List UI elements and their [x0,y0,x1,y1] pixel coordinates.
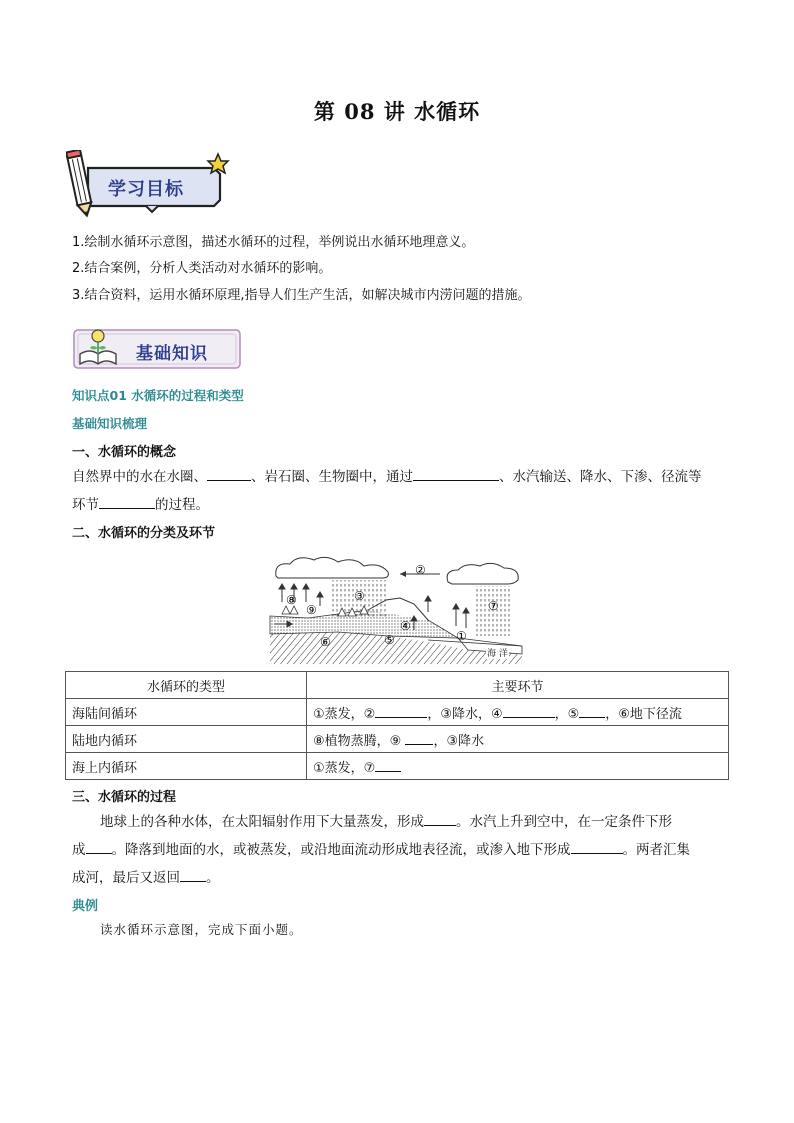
goal-badge [66,150,236,220]
table-cell-links [307,726,729,753]
table-cell-links [307,753,729,780]
fill-blank[interactable] [405,731,433,745]
text-span: ⑧植物蒸腾，⑨ [313,733,406,749]
table-row [66,753,729,780]
paragraph-line-2 [72,836,732,864]
goal-badge-label: 学习目标 [108,179,184,200]
knowledge-point-subtitle: 基础知识梳理 [72,416,148,431]
example-heading: 典例 [72,899,99,914]
text-span: 地球上的各种水体，在太阳辐射作用下大量蒸发，形成 [100,814,424,830]
svg-text:③: ③ [354,589,365,603]
fill-blank[interactable] [413,467,499,481]
svg-text:④: ④ [400,619,411,633]
text-span: 、岩石圈、生物圈中，通过 [251,469,413,485]
svg-text:⑤: ⑤ [384,633,395,647]
text-span: 。 [206,870,220,886]
text-span: 自然界中的水在水圈、 [72,469,207,485]
goal-item-2: 2.结合案例，分析人类活动对水循环的影响。 [72,261,332,276]
svg-text:⑦: ⑦ [488,599,499,613]
fill-blank[interactable] [503,704,555,718]
fill-blank[interactable] [375,758,401,772]
water-cycle-diagram [268,554,524,664]
table-header-links: 主要环节 [307,672,729,699]
paragraph-line-1 [72,808,732,836]
svg-text:①: ① [456,629,467,643]
text-span: ，⑤ [554,706,580,722]
table-header-row [66,672,729,699]
text-span: 的过程。 [155,497,209,513]
text-span: ，③降水，④ [427,706,503,722]
fill-blank[interactable] [579,704,605,718]
knowledge-point-title: 知识点01 水循环的过程和类型 [72,388,244,403]
text-span: ，⑥地下径流 [605,706,682,722]
table-row [66,699,729,726]
svg-text:⑥: ⑥ [320,635,331,649]
section-2-heading: 二、水循环的分类及环节 [72,526,216,541]
text-span: ①蒸发，② [313,706,376,722]
water-cycle-table [65,671,729,780]
svg-text:⑨: ⑨ [306,603,317,617]
table-cell-links [307,699,729,726]
basic-badge [72,324,244,374]
example-text: 读水循环示意图，完成下面小题。 [100,922,303,937]
section-3-paragraph [72,808,732,892]
fill-blank[interactable] [86,840,112,854]
svg-text:②: ② [415,563,426,577]
fill-blank[interactable] [424,812,456,826]
goal-item-1: 1.绘制水循环示意图，描述水循环的过程，举例说出水循环地理意义。 [72,235,475,250]
table-cell-type: 海陆间循环 [66,699,307,726]
goal-item-3: 3.结合资料，运用水循环原理,指导人们生产生活，如解决城市内涝问题的措施。 [72,288,531,303]
page-title: 第 08 讲 水循环 [313,99,481,124]
table-header-type: 水循环的类型 [66,672,307,699]
text-span: 环节 [72,497,99,513]
section-1-heading: 一、水循环的概念 [72,445,177,460]
fill-blank[interactable] [207,467,251,481]
text-span: 。降落到地面的水，或被蒸发，或沿地面流动形成地表径流，或渗入地下形成 [111,842,571,858]
text-span: 。水汽上升到空中，在一定条件下形 [456,814,672,830]
text-span: 成河，最后又返回 [72,870,180,886]
text-span: 。两者汇集 [622,842,690,858]
text-span: ①蒸发，⑦ [313,760,376,776]
table-cell-type: 海上内循环 [66,753,307,780]
section-1-line-1 [72,467,702,486]
text-span: ，③降水 [433,733,485,749]
fill-blank[interactable] [571,840,623,854]
table-cell-type: 陆地内循环 [66,726,307,753]
section-3-heading: 三、水循环的过程 [72,790,177,805]
fill-blank[interactable] [375,704,427,718]
fill-blank[interactable] [180,868,206,882]
paragraph-line-3 [72,864,732,892]
table-row [66,726,729,753]
svg-text:⑧: ⑧ [286,593,297,607]
text-span: 成 [72,842,86,858]
section-1-line-2 [72,495,209,514]
basic-badge-label: 基础知识 [136,344,208,364]
text-span: 、水汽输送、降水、下渗、径流等 [499,469,702,485]
fill-blank[interactable] [99,495,155,509]
diagram-label-ocean: 海 洋 [486,646,509,659]
